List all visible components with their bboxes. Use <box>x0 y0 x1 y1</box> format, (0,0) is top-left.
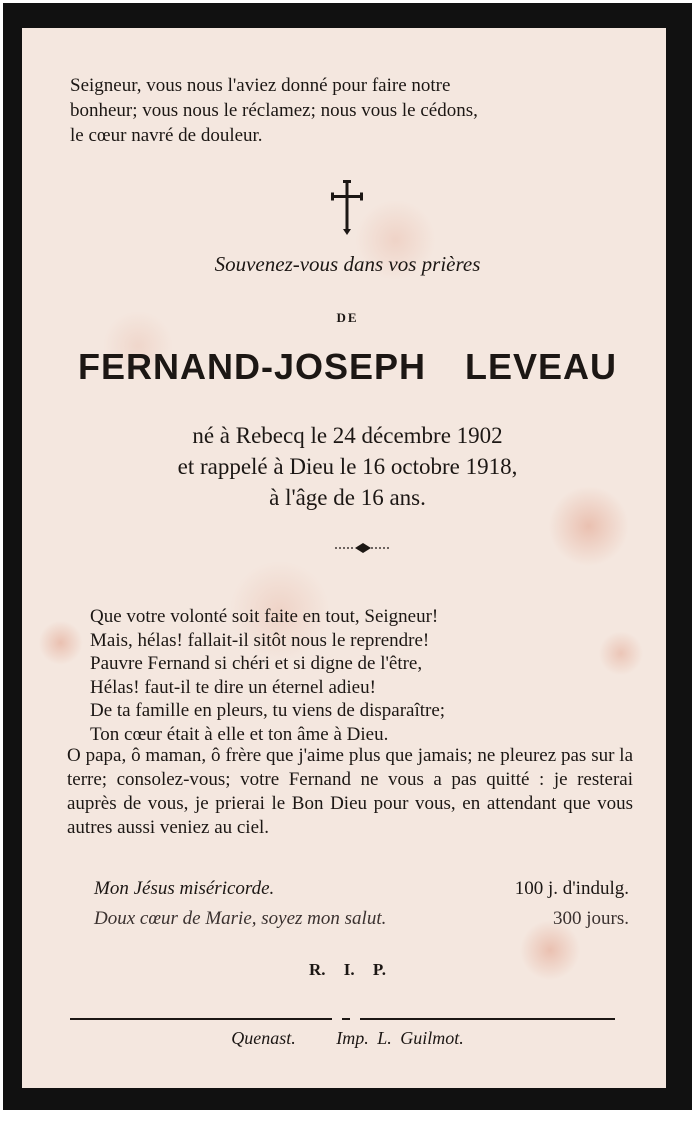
poem-line: Mais, hélas! fallait-il sitôt nous le reprendre! <box>90 629 430 651</box>
death-line: et rappelé à Dieu le 16 octobre 1918, <box>177 454 518 479</box>
indulgence-row <box>94 878 629 900</box>
invocation-text: Doux cœur de Marie, soyez mon salut. <box>94 908 387 929</box>
poem <box>90 605 650 746</box>
rip-label: R. I. P. <box>309 960 386 979</box>
indulgence-days: 100 j. d'indulg. <box>514 878 629 899</box>
indulgence-row <box>94 908 629 930</box>
poem-line: Ton cœur était à elle et ton âme à Dieu. <box>90 723 389 745</box>
prose-message: O papa, ô maman, ô frère que j'aime plus que jamais; ne pleurez pas sur la terre; consolez-vous; votre Fernand ne vous a pas quitté : je resterai auprès de vous, je prierai le Bon Dieu pour vous, en attendant que vous autres aussi veniez au ciel. <box>67 745 633 838</box>
poem-line: Pauvre Fernand si chéri et si digne de l'être, <box>90 653 423 674</box>
printer-place: Quenast. <box>231 1028 296 1048</box>
printer-imprint <box>0 1028 695 1049</box>
poem-line: De ta famille en pleurs, tu viens de disparaître; <box>90 700 446 721</box>
indulgence-days: 300 jours. <box>553 908 629 929</box>
intro-line: Seigneur, vous nous l'aviez donné pour faire notre <box>70 75 451 96</box>
latin-cross-icon <box>330 180 364 236</box>
poem-line: Hélas! faut-il te dire un éternel adieu! <box>90 676 376 698</box>
deceased-name: FERNAND-JOSEPH LEVEAU <box>77 346 618 387</box>
printer-name: Imp. L. Guilmot. <box>336 1028 464 1048</box>
ornament-divider-icon <box>333 538 393 558</box>
intro-line: le cœur navré de douleur. <box>70 125 263 146</box>
birth-line: né à Rebecq le 24 décembre 1902 <box>192 423 503 448</box>
birth-death-details <box>0 420 695 513</box>
poem-line: Que votre volonté soit faite en tout, Seigneur! <box>90 606 439 627</box>
invocation-text: Mon Jésus miséricorde. <box>94 878 275 899</box>
footer-rule <box>70 1018 615 1023</box>
age-line: à l'âge de 16 ans. <box>269 485 426 510</box>
intro-line: bonheur; vous nous le réclamez; nous vous le cédons, <box>70 100 478 121</box>
intro-prayer <box>70 73 630 148</box>
de-label: DE <box>336 310 359 325</box>
remembrance-heading: Souvenez-vous dans vos prières <box>214 252 481 276</box>
